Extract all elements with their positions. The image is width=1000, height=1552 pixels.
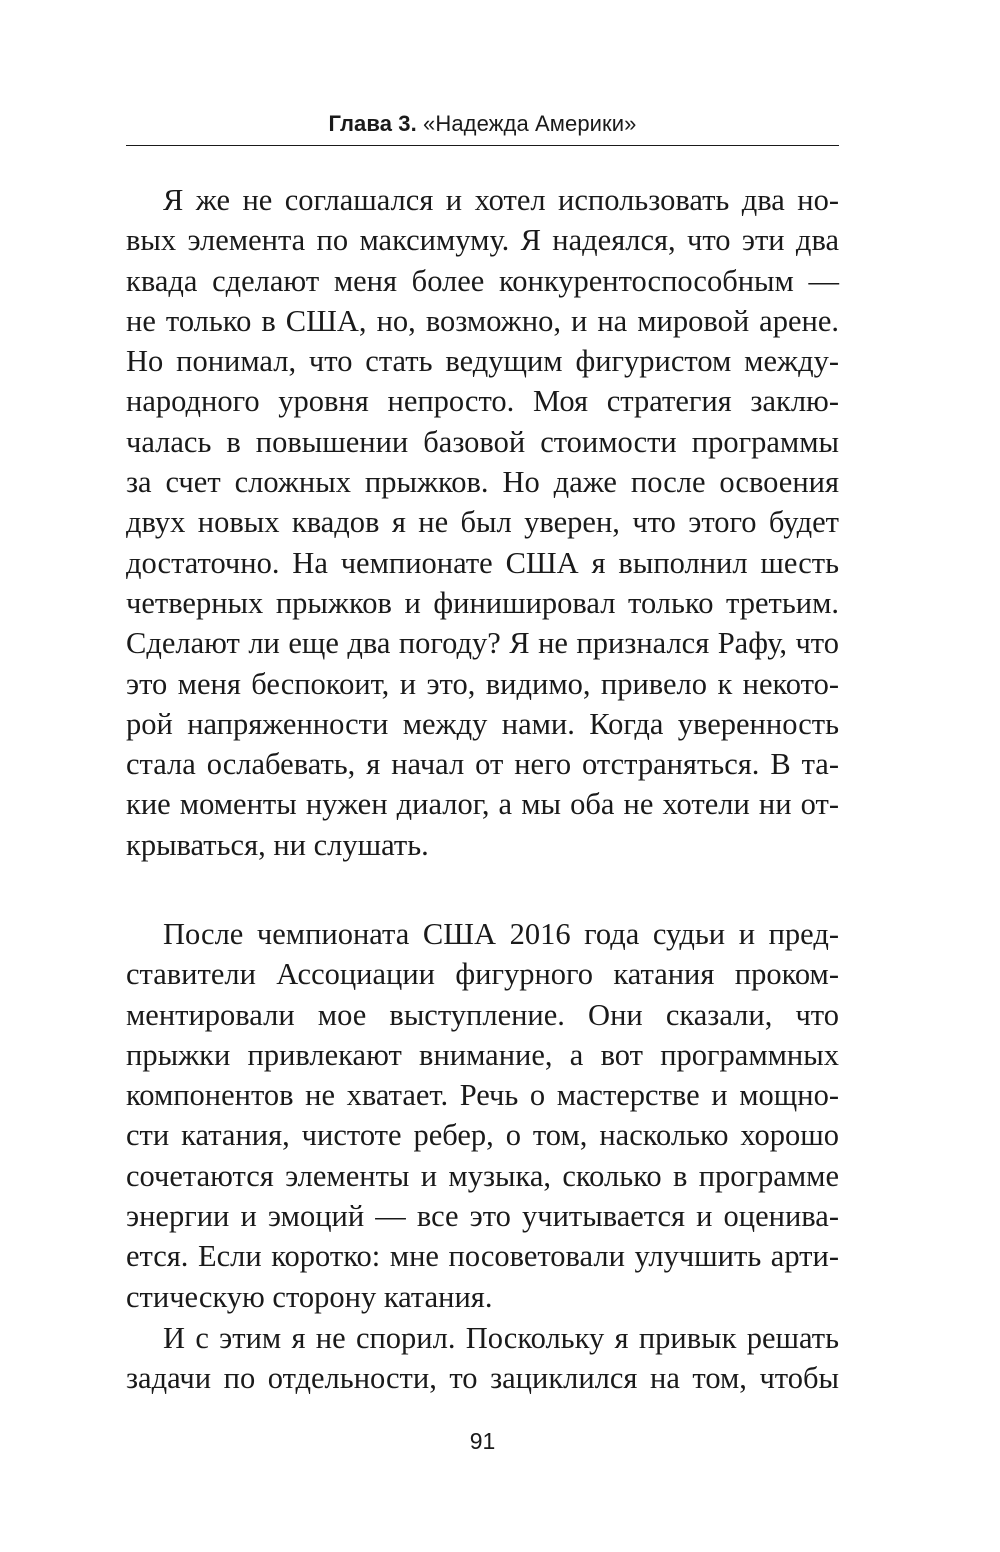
text-line: за счет сложных прыжков. Но даже после освоения <box>126 465 839 500</box>
text-line: рой напряженности между нами. Когда уверенность <box>126 706 839 741</box>
running-header <box>126 111 839 137</box>
text-line: народного уровня непросто. Моя стратегия заклю- <box>126 384 839 419</box>
text-line: Сделают ли еще два погоду? Я не признался Рафу, что <box>126 626 839 661</box>
text-line: И с этим я не спорил. Поскольку я привык решать <box>163 1321 839 1355</box>
chapter-title: «Надежда Америки» <box>423 111 637 136</box>
text-line: Я же не соглашался и хотел использовать два но- <box>163 183 839 217</box>
text-line: Но понимал, что стать ведущим фигуристом между- <box>126 344 839 379</box>
text-line: достаточно. На чемпионате США я выполнил шесть <box>126 545 839 580</box>
paragraph-3 <box>126 1318 839 1399</box>
paragraph-2 <box>126 914 839 1317</box>
text-line: чалась в повышении базовой стоимости программы <box>126 424 839 459</box>
chapter-number: Глава 3. <box>328 111 417 136</box>
text-line: ментировали мое выступление. Они сказали, что <box>126 997 839 1032</box>
text-line: стическую сторону катания. <box>126 1279 493 1314</box>
text-line: сочетаются элементы и музыка, сколько в программе <box>126 1158 839 1193</box>
text-line: крываться, ни слушать. <box>126 827 429 862</box>
paragraph-1 <box>126 180 839 865</box>
header-rule <box>126 145 839 146</box>
text-line: не только в США, но, возможно, и на мировой арене. <box>126 303 839 338</box>
text-line: ставители Ассоциации фигурного катания проком- <box>126 957 839 992</box>
text-line: четверных прыжков и финишировал только третьим. <box>126 585 839 620</box>
text-line: энергии и эмоций — все это учитывается и оценива- <box>126 1199 839 1234</box>
text-line: ется. Если коротко: мне посоветовали улучшить арти- <box>126 1239 839 1274</box>
text-line: задачи по отдельности, то зациклился на том, чтобы <box>126 1361 839 1396</box>
text-line: сти катания, чистоте ребер, о том, насколько хорошо <box>126 1118 839 1153</box>
text-line: двух новых квадов я не был уверен, что этого будет <box>126 505 839 540</box>
text-line: компонентов не хватает. Речь о мастерстве и мощно- <box>126 1078 839 1113</box>
text-line: квада сделают меня более конкурентоспособным — <box>126 263 839 298</box>
text-line: стала ослабевать, я начал от него отстраняться. В та- <box>126 747 839 782</box>
text-line: прыжки привлекают внимание, а вот программных <box>126 1037 839 1072</box>
text-line: вых элемента по максимуму. Я надеялся, что эти два <box>126 223 839 258</box>
text-line: кие моменты нужен диалог, а мы оба не хотели ни от- <box>126 787 839 822</box>
page-number: 91 <box>469 1428 496 1454</box>
text-line: После чемпионата США 2016 года судьи и пред- <box>163 917 839 951</box>
text-line: это меня беспокоит, и это, видимо, привело к некото- <box>126 666 839 701</box>
